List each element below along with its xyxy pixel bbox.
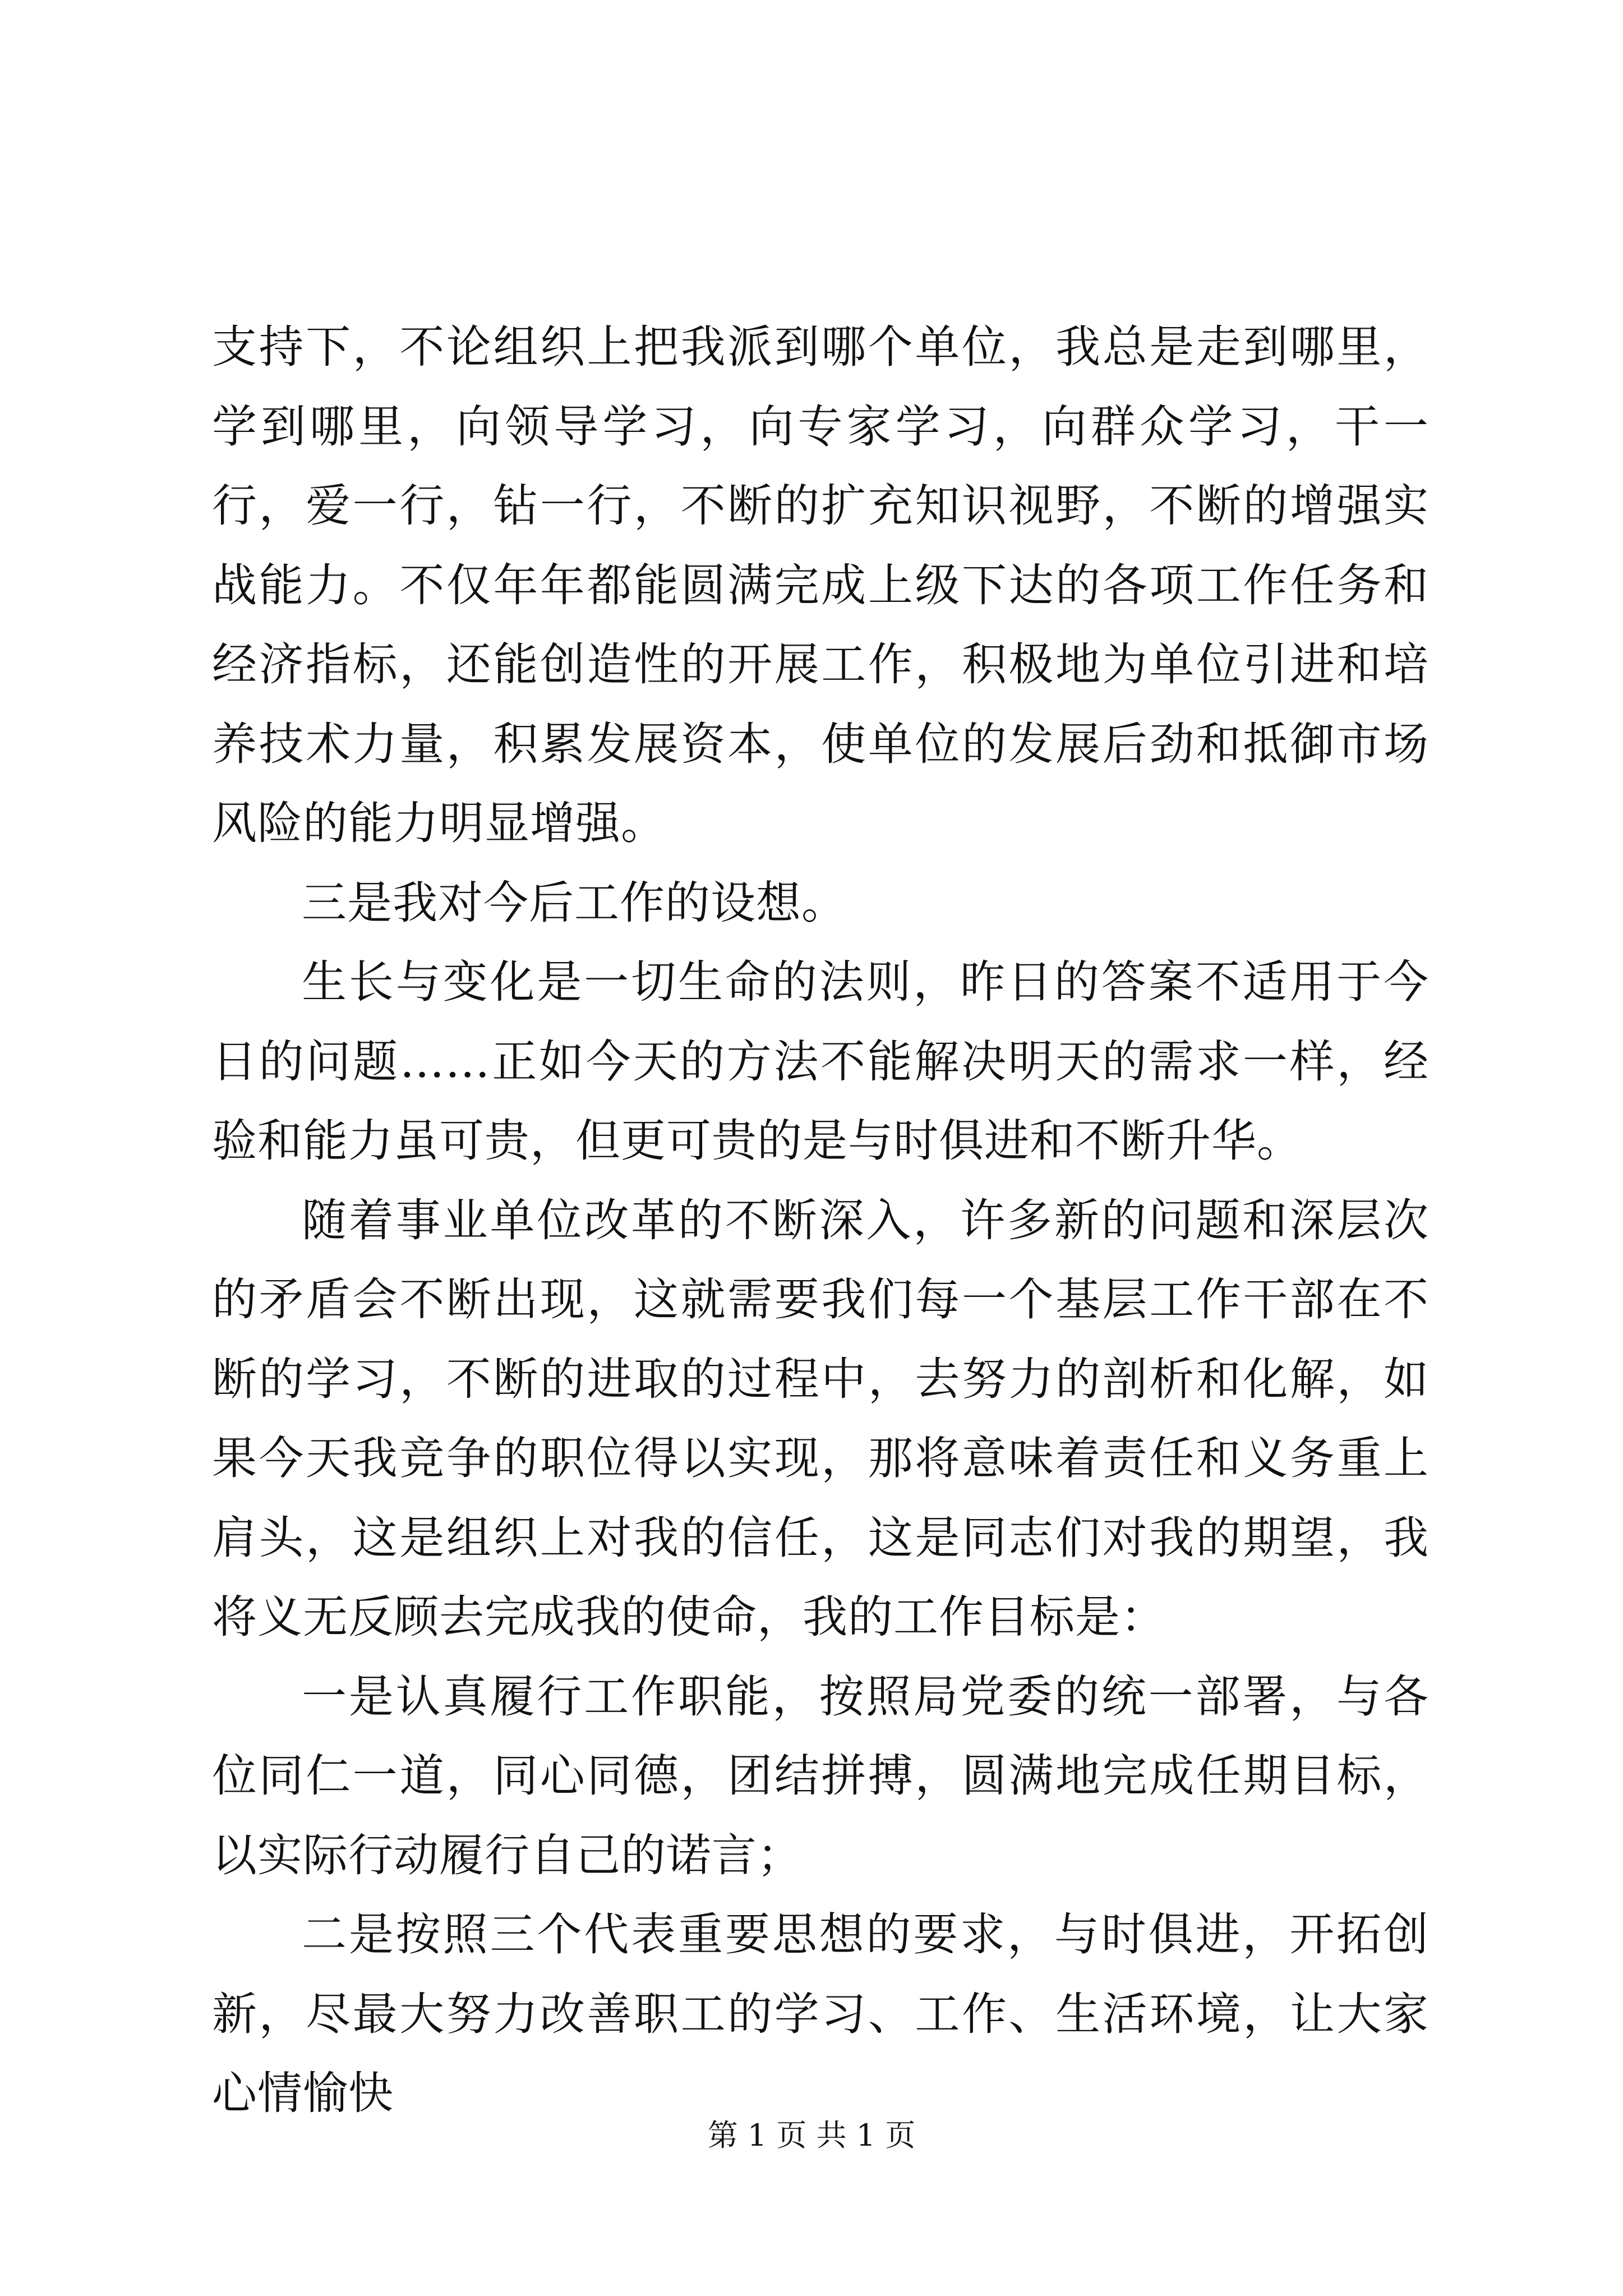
paragraph-5: 一是认真履行工作职能，按照局党委的统一部署，与各位同仁一道，同心同德，团结拼搏，圆满地完成任期目标，以实际行动履行自己的诺言； <box>212 1670 1429 1881</box>
paragraph-1: 支持下，不论组织上把我派到哪个单位，我总是走到哪里，学到哪里，向领导学习，向专家学习，向群众学习，干一行，爱一行，钻一行，不断的扩充知识视野，不断的增强实战能力。不仅年年都能圆满完成上级下达的各项工作任务和经济指标，还能创造性的开展工作，积极地为单位引进和培养技术力量，积累发展资本，使单位的发展后劲和抵御市场风险的能力明显增强。 <box>212 321 1429 849</box>
paragraph-4: 随着事业单位改革的不断深入，许多新的问题和深层次的矛盾会不断出现，这就需要我们每一个基层工作干部在不断的学习，不断的进取的过程中，去努力的剖析和化解，如果今天我竞争的职位得以实现，那将意味着责任和义务重上肩头，这是组织上对我的信任，这是同志们对我的期望，我将义无反顾去完成我的使命，我的工作目标是： <box>212 1194 1429 1643</box>
page-footer: 第 1 页 共 1 页 <box>707 2118 916 2153</box>
document-body <box>212 307 1429 2133</box>
paragraph-6: 二是按照三个代表重要思想的要求，与时俱进，开拓创新，尽最大努力改善职工的学习、工作、生活环境，让大家心情愉快 <box>212 1908 1429 2119</box>
paragraph-2: 三是我对今后工作的设想。 <box>302 876 847 929</box>
paragraph-3: 生长与变化是一切生命的法则，昨日的答案不适用于今日的问题……正如今天的方法不能解决明天的需求一样，经验和能力虽可贵，但更可贵的是与时俱进和不断升华。 <box>212 956 1429 1167</box>
